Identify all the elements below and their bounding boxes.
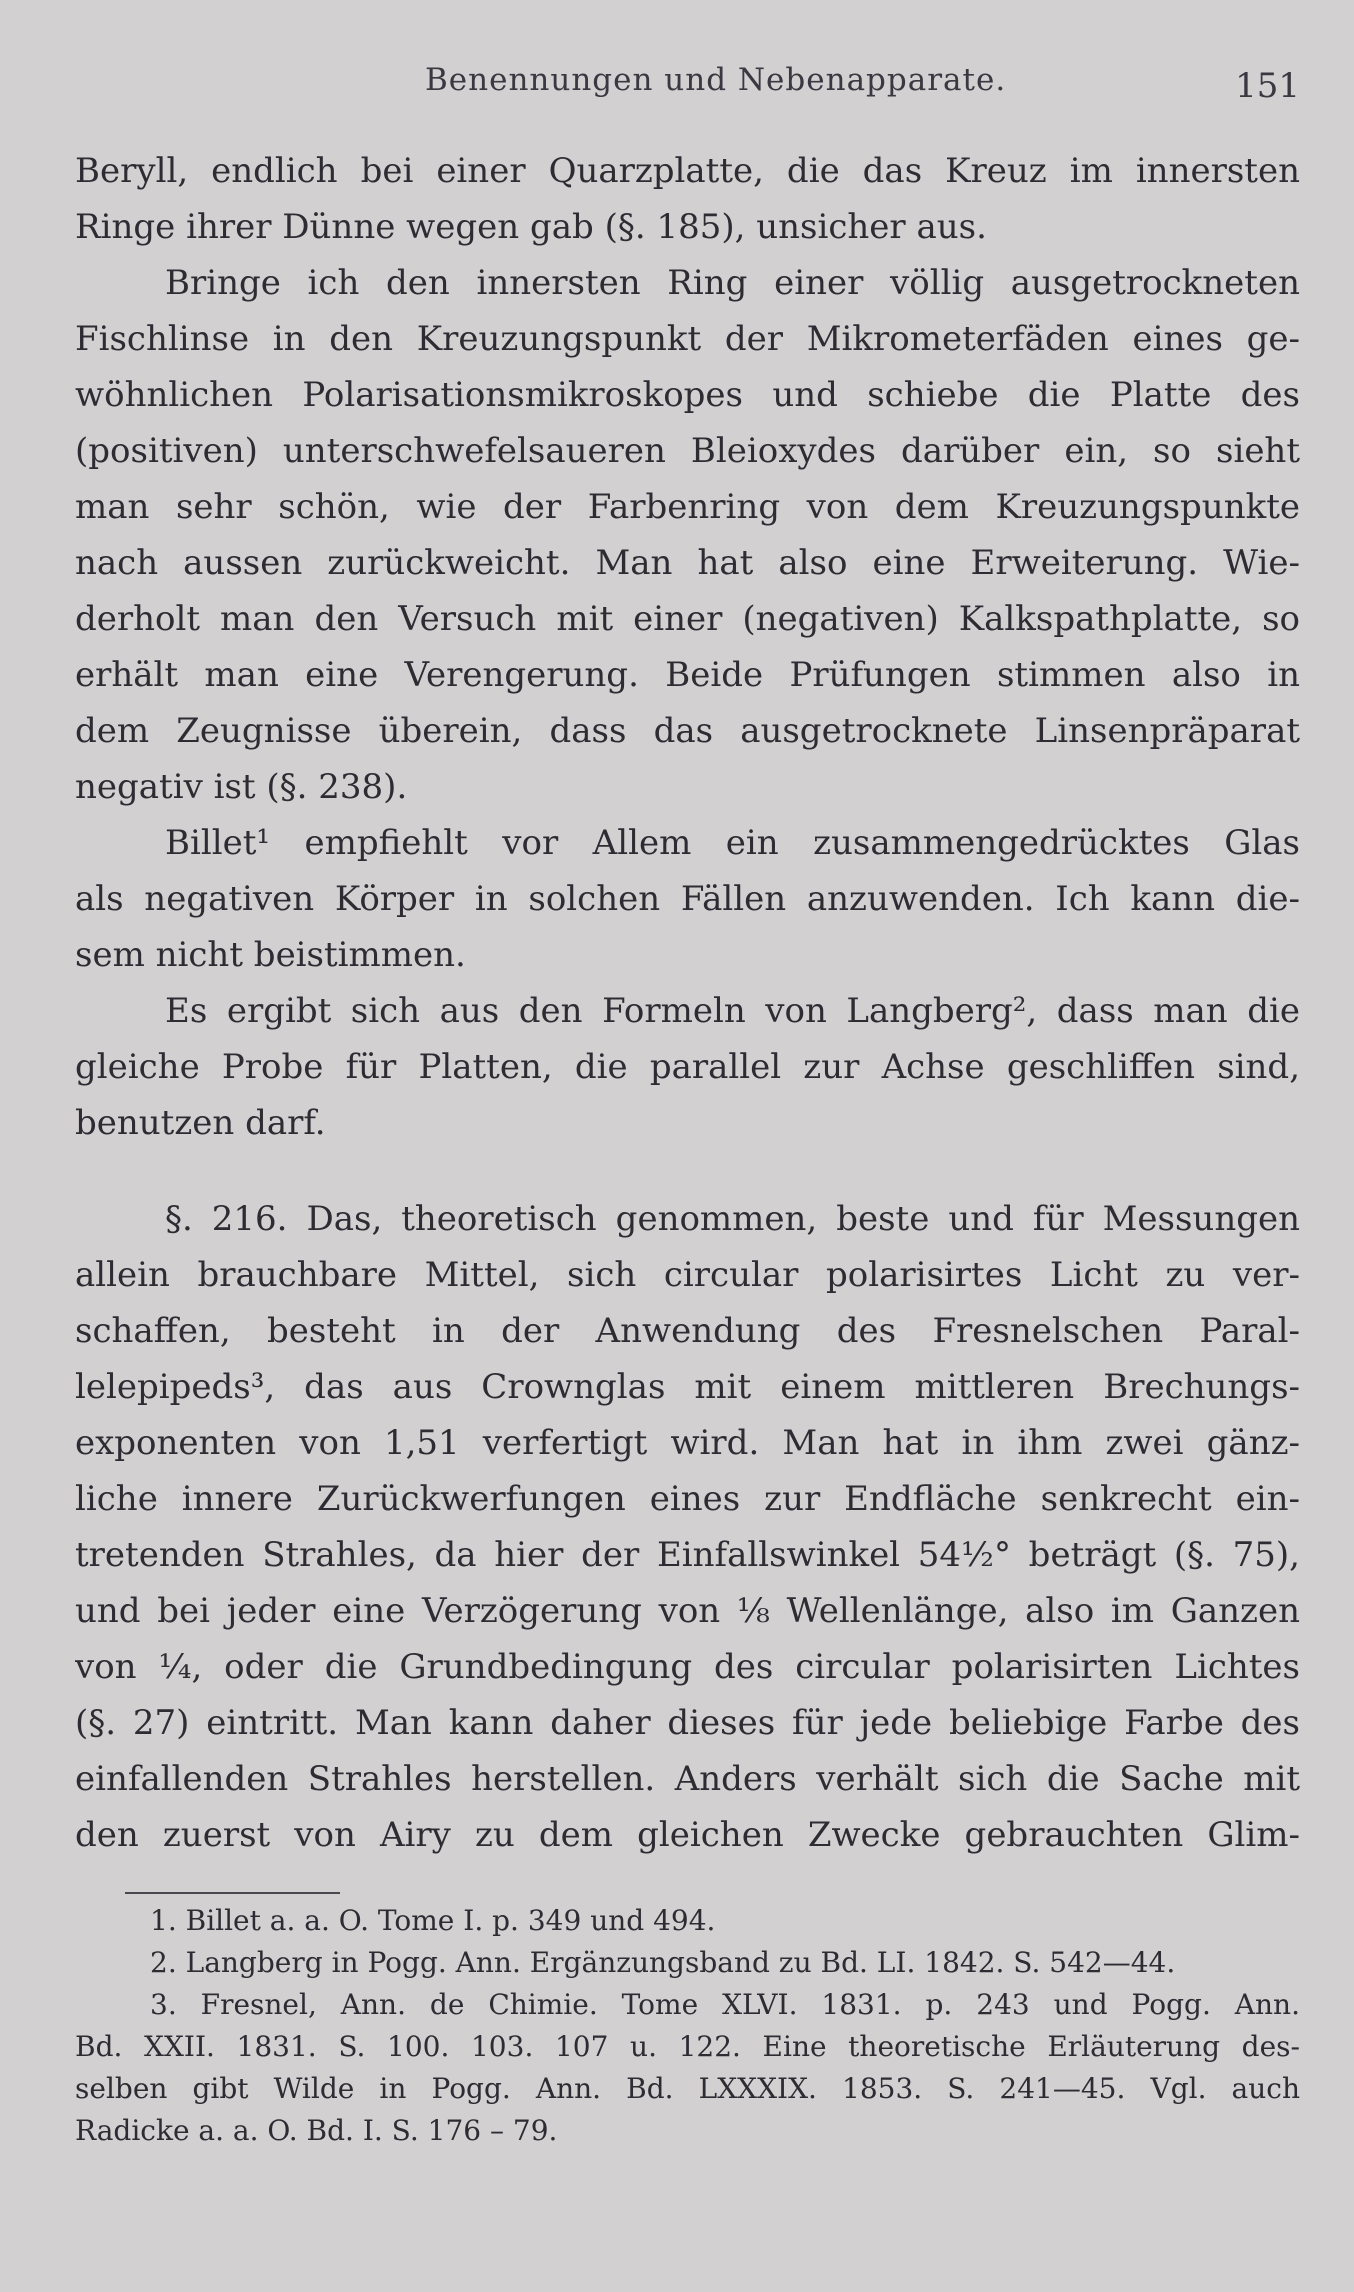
text-line: den zuerst von Airy zu dem gleichen Zwecke gebrauchten Glim- [75,1815,1300,1855]
body-text [75,143,1300,1863]
running-head-title: Benennungen und Nebenapparate. [425,62,1007,98]
text-line: man sehr schön, wie der Farbenring von dem Kreuzungspunkte [75,487,1300,527]
text-line: sem nicht beistimmen. [75,935,466,975]
footnote-divider [125,1892,340,1894]
text-line: (positiven) unterschwefelsaueren Bleioxydes darüber ein, so sieht [75,431,1300,471]
text-line: negativ ist (§. 238). [75,767,408,807]
running-head [75,62,1300,112]
text-line: nach aussen zurückweicht. Man hat also eine Erweiterung. Wie- [75,543,1300,583]
text-line: als negativen Körper in solchen Fällen anzuwenden. Ich kann die- [75,879,1300,919]
text-line: Ringe ihrer Dünne wegen gab (§. 185), unsicher aus. [75,207,987,247]
footnote-line: Radicke a. a. O. Bd. I. S. 176 – 79. [75,2114,558,2147]
text-line: Fischlinse in den Kreuzungspunkt der Mikrometerfäden eines ge- [75,319,1300,359]
text-line: Billet¹ empfiehlt vor Allem ein zusammengedrücktes Glas [165,823,1300,863]
footnote-line: selben gibt Wilde in Pogg. Ann. Bd. LXXXIX. 1853. S. 241—45. Vgl. auch [75,2072,1300,2105]
footnote-line: Bd. XXII. 1831. S. 100. 103. 107 u. 122. Eine theoretische Erläuterung des- [75,2030,1300,2063]
text-line: Beryll, endlich bei einer Quarzplatte, die das Kreuz im innersten [75,151,1300,191]
text-line: exponenten von 1,51 verfertigt wird. Man hat in ihm zwei gänz- [75,1423,1300,1463]
text-line: schaffen, besteht in der Anwendung des Fresnelschen Paral- [75,1311,1300,1351]
text-line: §. 216. Das, theoretisch genommen, beste und für Messungen [165,1199,1300,1239]
text-line: derholt man den Versuch mit einer (negativen) Kalkspathplatte, so [75,599,1300,639]
text-line: Bringe ich den innersten Ring einer völlig ausgetrockneten [165,263,1300,303]
text-line: (§. 27) eintritt. Man kann daher dieses für jede beliebige Farbe des [75,1703,1300,1743]
text-line: tretenden Strahles, da hier der Einfallswinkel 54½° beträgt (§. 75), [75,1535,1300,1575]
footnotes [75,1900,1300,2152]
section-gap [75,1151,1300,1191]
footnote-line: 3. Fresnel, Ann. de Chimie. Tome XLVI. 1831. p. 243 und Pogg. Ann. [150,1988,1300,2021]
text-line: einfallenden Strahles herstellen. Anders verhält sich die Sache mit [75,1759,1300,1799]
text-line: wöhnlichen Polarisationsmikroskopes und schiebe die Platte des [75,375,1300,415]
text-line: lelepipeds³, das aus Crownglas mit einem mittleren Brechungs- [75,1367,1300,1407]
paragraph [75,143,1300,255]
text-line: gleiche Probe für Platten, die parallel zur Achse geschliffen sind, [75,1047,1300,1087]
text-line: von ¼, oder die Grundbedingung des circular polarisirten Lichtes [75,1647,1300,1687]
paragraph [75,255,1300,815]
paragraph [75,1191,1300,1863]
page-number: 151 [1235,66,1300,106]
footnote-line: 1. Billet a. a. O. Tome I. p. 349 und 494. [150,1904,716,1937]
text-line: benutzen darf. [75,1103,326,1143]
text-line: allein brauchbare Mittel, sich circular polarisirtes Licht zu ver- [75,1255,1300,1295]
text-line: Es ergibt sich aus den Formeln von Langberg², dass man die [165,991,1300,1031]
footnote-line: 2. Langberg in Pogg. Ann. Ergänzungsband zu Bd. LI. 1842. S. 542—44. [150,1946,1176,1979]
text-line: und bei jeder eine Verzögerung von ⅛ Wellenlänge, also im Ganzen [75,1591,1300,1631]
paragraph [75,815,1300,983]
paragraph [75,983,1300,1151]
text-line: liche innere Zurückwerfungen eines zur Endfläche senkrecht ein- [75,1479,1300,1519]
text-line: dem Zeugnisse überein, dass das ausgetrocknete Linsenpräparat [75,711,1300,751]
text-line: erhält man eine Verengerung. Beide Prüfungen stimmen also in [75,655,1300,695]
